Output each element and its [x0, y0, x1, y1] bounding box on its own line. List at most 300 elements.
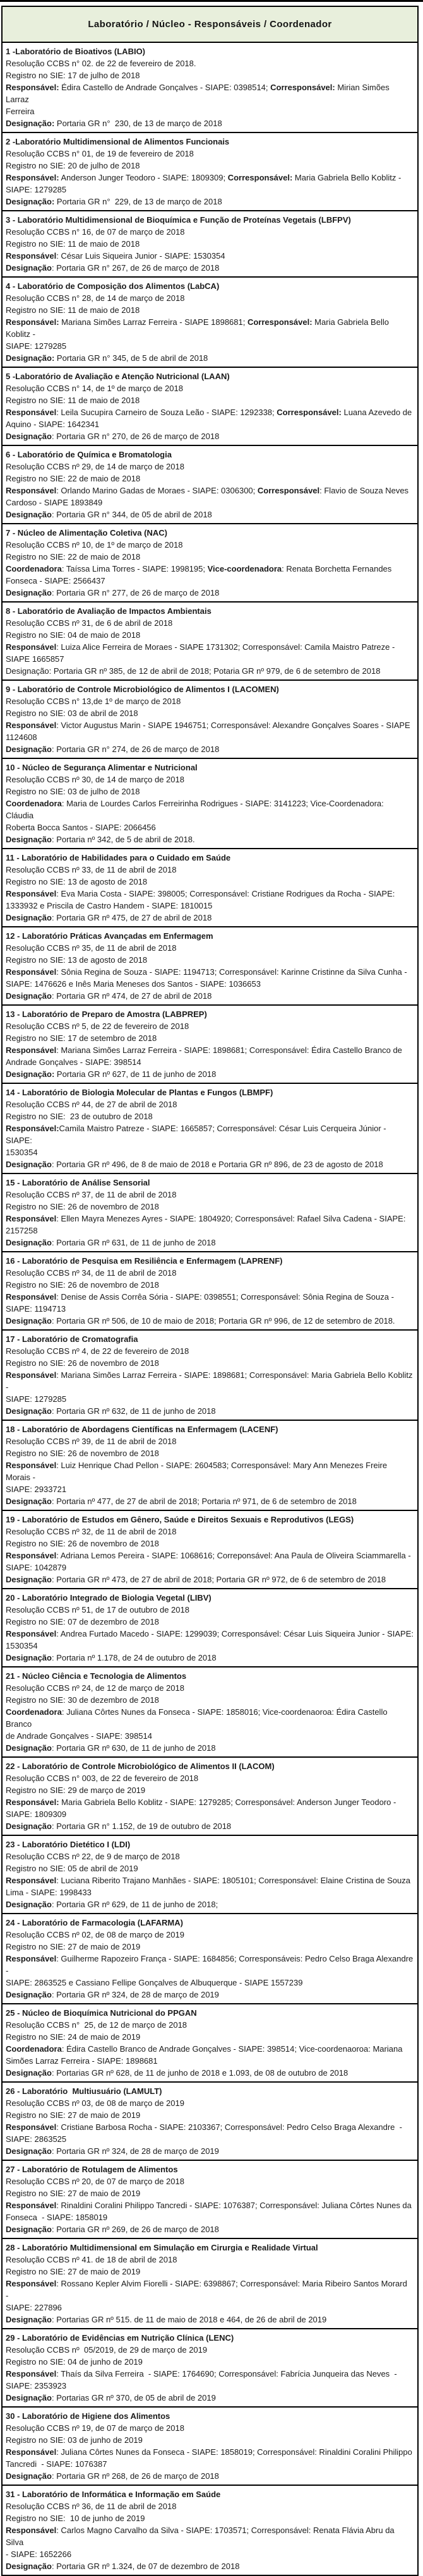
text-segment: Ferreira — [6, 107, 35, 116]
row-line — [6, 1526, 414, 1538]
text-segment: Aquino - SIAPE: 1642341 — [6, 420, 100, 429]
text-segment: Designação — [6, 2393, 52, 2403]
text-segment: 22 - Laboratório de Controle Microbiológico de Alimentos II (LACOM) — [6, 1761, 275, 1771]
row-line — [6, 1146, 414, 1158]
row-line — [6, 2524, 414, 2548]
row-line — [6, 2434, 414, 2446]
row-line — [6, 665, 414, 677]
text-segment: Resolução CCBS nº 05/2019, de 29 de março de 2019 — [6, 2345, 208, 2355]
text-segment: Registro no SIE: 10 de junho de 2019 — [6, 2514, 145, 2523]
text-segment: 24 - Laboratório de Farmacologia (LAFARMA) — [6, 1918, 183, 1927]
row-line — [6, 527, 414, 539]
text-segment: Designação: — [6, 119, 55, 128]
text-segment: : Flavio de Souza Neves — [319, 486, 409, 495]
text-segment: 1124608 — [6, 732, 37, 742]
text-segment: Portaria GR n° 230, de 13 de março de 2018 — [54, 119, 222, 128]
row-line — [6, 292, 414, 304]
table-row — [3, 1084, 417, 1174]
text-segment: Luana Azevedo de — [341, 408, 412, 417]
document-table — [1, 6, 419, 2576]
text-segment: Responsável — [6, 1876, 57, 1885]
text-segment: Resolução CCBS n° 28, de 14 de março de 2018 — [6, 293, 185, 303]
text-segment: Responsável: — [6, 83, 59, 92]
table-row — [3, 927, 417, 1006]
row-line — [6, 184, 414, 196]
text-segment: : Renata Borchetta Fernandes — [282, 564, 392, 573]
row-line — [6, 587, 414, 599]
row-line — [6, 900, 414, 912]
text-segment: : Portaria GR nº 1.324, de 07 de dezembro de 2018 — [51, 2561, 240, 2571]
row-line — [6, 2368, 414, 2380]
text-segment: Registro no SIE: 03 de julho de 2018 — [6, 787, 140, 796]
text-segment: Fonseca - SIAPE: 2566437 — [6, 576, 105, 585]
row-line — [6, 2446, 414, 2458]
table-row — [3, 2329, 417, 2408]
text-segment: Resolução CCBS n° 02. de 22 de fevereiro de 2018. — [6, 59, 196, 68]
row-line — [6, 262, 414, 274]
row-line — [6, 1796, 414, 1808]
table-row — [3, 603, 417, 681]
row-line — [6, 954, 414, 966]
row-line — [6, 1561, 414, 1573]
row-line — [6, 1237, 414, 1249]
text-segment: : Portaria GR nº 496, de 8 de maio de 2018 e Portaria GR nº 896, de 23 de agosto de 2018 — [51, 1160, 383, 1169]
text-segment: 1530354 — [6, 1148, 38, 1157]
row-line — [6, 1435, 414, 1447]
row-line — [6, 1020, 414, 1032]
text-segment: Responsável: — [6, 317, 59, 327]
text-segment: Designação — [6, 1743, 52, 1753]
row-line — [6, 1917, 414, 1929]
row-line — [6, 1098, 414, 1110]
text-segment: : Portaria GR n° 1.152, de 19 de outubro de 2018 — [51, 1821, 232, 1831]
page-title: Laboratório / Núcleo - Responsáveis / Coordenador — [88, 19, 332, 30]
text-segment: Responsável — [6, 1551, 57, 1560]
text-segment: Responsável: — [6, 1797, 59, 1807]
text-segment: Designação — [6, 1575, 52, 1584]
row-line — [6, 250, 414, 262]
row-line — [6, 1670, 414, 1682]
text-segment: SIAPE: 1809309 — [6, 1809, 67, 1819]
text-segment: Responsável — [6, 2447, 57, 2457]
text-segment: 15 - Laboratório de Análise Sensorial — [6, 1178, 150, 1187]
text-segment: Anderson Junger Teodoro - SIAPE: 1809309; — [59, 173, 228, 182]
text-segment: SIAPE: 1279285 — [6, 185, 67, 194]
text-segment: : Andrea Furtado Macedo - SIAPE: 1299039; Corresponsável: César Luis Siqueira Junior - SIAPE: — [56, 1629, 414, 1638]
text-segment: Registro no SIE: 27 de maio de 2019 — [6, 2267, 141, 2276]
text-segment: : Portaria GR nº 506, de 10 de maio de 2018; Portaria GR nº 996, de 12 de setembro de 2018. — [51, 1316, 395, 1326]
row-line — [6, 2344, 414, 2356]
row-line — [6, 930, 414, 942]
text-segment: : Victor Augustus Marin - SIAPE 1946751; Corresponsável: Alexandre Gonçalves Soares - SIAPE — [56, 720, 410, 730]
text-segment: 9 - Laboratório de Controle Microbiológico de Alimentos I (LACOMEN) — [6, 685, 279, 694]
row-line — [6, 695, 414, 707]
row-line — [6, 1459, 414, 1483]
row-line — [6, 2043, 414, 2055]
row-line — [6, 773, 414, 785]
row-line — [6, 57, 414, 69]
text-segment: Designação — [6, 2146, 52, 2156]
text-segment: 7 - Núcleo de Alimentação Coletiva (NAC) — [6, 528, 167, 538]
text-segment: 8 - Laboratório de Avaliação de Impactos Ambientais — [6, 606, 212, 616]
text-segment: Designação — [6, 2225, 52, 2234]
text-segment: 29 - Laboratório de Evidências em Nutrição Clínica (LENC) — [6, 2333, 234, 2343]
text-segment: Responsável — [6, 1045, 57, 1055]
table-row — [3, 446, 417, 524]
row-line — [6, 1345, 414, 1357]
row-line — [6, 978, 414, 990]
row-line — [6, 1592, 414, 1604]
text-segment: Registro no SIE: 13 de agosto de 2018 — [6, 877, 148, 886]
text-segment: Designação — [6, 913, 52, 922]
row-line — [6, 1760, 414, 1772]
row-line — [6, 797, 414, 821]
row-line — [6, 1213, 414, 1225]
text-segment: 4 - Laboratório de Composição dos Alimentos (LabCA) — [6, 281, 220, 291]
text-segment: SIAPE: 2863525 e Cassiano Fellipe Gonçalves de Albuquerque - SIAPE 1557239 — [6, 1978, 303, 1987]
row-line — [6, 1820, 414, 1832]
text-segment: : Portaria GR nº 629, de 11 de junho de 2018; — [51, 1900, 218, 1909]
row-line — [6, 1604, 414, 1616]
row-line — [6, 1898, 414, 1910]
table-header — [3, 7, 417, 43]
text-segment: 26 - Laboratório Multiusuário (LAMULT) — [6, 2086, 162, 2096]
text-segment: : Portaria GR nº 475, de 27 de abril de 2018 — [51, 913, 212, 922]
text-segment: 1 -Laboratório de Bioativos (LABIO) — [6, 47, 146, 56]
row-line — [6, 304, 414, 316]
row-line — [6, 1640, 414, 1652]
row-line — [6, 762, 414, 773]
text-segment: Designação: — [6, 197, 55, 206]
text-segment: Registro no SIE: 26 de novembro de 2018 — [6, 1202, 159, 1211]
table-row — [3, 2083, 417, 2161]
text-segment: Designação — [6, 1497, 52, 1506]
text-segment: Resolução CCBS nº 29, de 14 de março de 2018 — [6, 462, 184, 471]
text-segment: Resolução CCBS nº 30, de 14 de março de 2018 — [6, 775, 184, 784]
text-segment: de Andrade Gonçalves - SIAPE: 398514 — [6, 1731, 152, 1741]
row-line — [6, 743, 414, 755]
row-line — [6, 1291, 414, 1303]
text-segment: Responsável — [6, 1629, 57, 1638]
text-segment: : Portaria GR nº 324, de 28 de março de 2019 — [51, 2146, 219, 2156]
text-segment: Resolução CCBS n° 01, de 19 de fevereiro de 2018 — [6, 149, 194, 158]
page-top-border — [0, 0, 423, 2]
text-segment: Lima - SIAPE: 1998433 — [6, 1888, 92, 1897]
text-segment: 11 - Laboratório de Habilidades para o Cuidado em Saúde — [6, 853, 231, 862]
row-line — [6, 719, 414, 731]
text-segment: 12 - Laboratório Práticas Avançadas em Enfermagem — [6, 931, 213, 941]
text-segment: Portaria GR n° 229, de 13 de março de 2018 — [54, 197, 222, 206]
text-segment: 21 - Núcleo Ciência e Tecnologia de Alimentos — [6, 1671, 187, 1681]
text-segment: Registro no SIE: 22 de maio de 2018 — [6, 474, 141, 483]
text-segment: Designação — [6, 1238, 52, 1247]
row-line — [6, 280, 414, 292]
text-segment: Resolução CCBS nº 32, de 11 de abril de 2018 — [6, 1527, 177, 1536]
text-segment: Registro no SIE: 27 de maio de 2019 — [6, 1942, 141, 1951]
row-line — [6, 2055, 414, 2067]
text-segment: Resolução CCBS nº 4, de 22 de fevereiro de 2018 — [6, 1346, 189, 1356]
row-line — [6, 172, 414, 184]
text-segment: : Portaria GR n° 344, de 05 de abril de 2018 — [51, 510, 212, 519]
row-line — [6, 226, 414, 238]
text-segment: Resolução CCBS n° 25, de 12 de março de 2018 — [6, 2020, 188, 2030]
text-segment: : Portarias GR nº 515. de 11 de maio de 2018 e 464, de 26 de abril de 2019 — [51, 2315, 327, 2324]
text-segment: Registro no SIE: 24 de maio de 2019 — [6, 2032, 141, 2042]
row-line — [6, 1032, 414, 1044]
row-line — [6, 575, 414, 587]
text-segment: Designação — [6, 835, 52, 844]
text-segment: Registro no SIE: 20 de julho de 2018 — [6, 161, 140, 170]
row-line — [6, 2223, 414, 2235]
text-segment: Resolução CCBS nº 39, de 11 de abril de 2018 — [6, 1437, 177, 1446]
row-line — [6, 833, 414, 845]
row-line — [6, 2500, 414, 2512]
text-segment: Registro no SIE: 04 de maio de 2018 — [6, 630, 141, 640]
row-line — [6, 1177, 414, 1189]
text-segment: Responsável — [6, 408, 57, 417]
row-line — [6, 2175, 414, 2187]
text-segment: Registro no SIE: 22 de maio de 2018 — [6, 552, 141, 562]
table-row — [3, 1914, 417, 2004]
text-segment: Resolução CCBS nº 34, de 11 de abril de 2018 — [6, 1268, 177, 1278]
row-line — [6, 2332, 414, 2344]
text-segment: : Luciana Riberito Trajano Manhães - SIAPE: 1805101; Corresponsável: Elaine Cristina de Souza — [56, 1876, 410, 1885]
row-line — [6, 1495, 414, 1507]
text-segment: Responsável — [6, 1370, 57, 1380]
text-segment: 13 - Laboratório de Preparo de Amostra (LABPREP) — [6, 1009, 207, 1019]
text-segment: Resolução CCBS nº 19, de 07 de março de 2018 — [6, 2423, 184, 2433]
text-segment: Registro no SIE: 26 de novembro de 2018 — [6, 1539, 159, 1548]
text-segment: Registro no SIE: 26 de novembro de 2018 — [6, 1449, 159, 1458]
row-line — [6, 2254, 414, 2266]
row-line — [6, 1550, 414, 1561]
table-row — [3, 1006, 417, 1084]
row-line — [6, 1989, 414, 2001]
text-segment: Registro no SIE: 29 de março de 2019 — [6, 1785, 146, 1795]
table-row — [3, 759, 417, 849]
row-line — [6, 497, 414, 509]
row-line — [6, 509, 414, 520]
text-segment: : Portaria GR nº 631, de 11 de junho de 2018 — [51, 1238, 216, 1247]
text-segment: 10 - Núcleo de Segurança Alimentar e Nutricional — [6, 763, 198, 772]
row-line — [6, 1838, 414, 1850]
row-line — [6, 1423, 414, 1435]
text-segment: : Orlando Marino Gadas de Moraes - SIAPE: 0306300; — [56, 486, 258, 495]
text-segment: : Édira Castello Branco de Andrade Gonçalves - SIAPE: 398514; Vice-coordenaoroa: Mariana — [61, 2044, 403, 2054]
row-line — [6, 785, 414, 797]
table-row — [3, 2239, 417, 2329]
table-row — [3, 1252, 417, 1331]
text-segment: Designação: — [6, 353, 55, 363]
table-row — [3, 1667, 417, 1758]
text-segment: SIAPE: 1279285 — [6, 341, 67, 351]
row-line — [6, 1941, 414, 1953]
text-segment: Responsável — [6, 889, 57, 898]
row-line — [6, 1225, 414, 1237]
text-segment: Resolução CCBS nº 51, de 17 de outubro de 2018 — [6, 1605, 189, 1614]
row-line — [6, 2145, 414, 2157]
text-segment: Registro no SIE: 11 de maio de 2018 — [6, 396, 140, 405]
text-segment: : Maria de Lourdes Carlos Ferreirinha Rodrigues - SIAPE: 3141223; Vice-Coordenadora: Cláudia — [6, 799, 386, 820]
text-segment: Designação — [6, 991, 52, 1001]
text-segment: Roberta Bocca Santos - SIAPE: 2066456 — [6, 823, 156, 832]
text-segment: 3 - Laboratório Multidimensional de Bioquímica e Função de Proteínas Vegetais (LBFPV) — [6, 215, 351, 225]
row-line — [6, 629, 414, 641]
text-segment: : Luiz Henrique Chad Pellon - SIAPE: 2604583; Corresponsável: Mary Ann Menezes Freire Morais - — [6, 1461, 390, 1482]
row-line — [6, 1405, 414, 1417]
row-line — [6, 1315, 414, 1327]
text-segment: 30 - Laboratório de Higiene dos Alimentos — [6, 2411, 170, 2421]
text-segment: Designação — [6, 2068, 52, 2078]
row-line — [6, 430, 414, 442]
row-line — [6, 912, 414, 924]
text-segment: : Portaria GR nº 473, de 27 de abril de 2018; Portaria GR nº 972, de 6 de setembro de 2018 — [51, 1575, 386, 1584]
text-segment: 25 - Núcleo de Bioquímica Nutricional do PPGAN — [6, 2008, 197, 2018]
row-line — [6, 1122, 414, 1146]
text-segment: Designação — [6, 1160, 52, 1169]
text-segment: SIAPE: 1476626 e Inês Maria Meneses dos Santos - SIAPE: 1036653 — [6, 979, 261, 989]
row-line — [6, 821, 414, 833]
text-segment: : Adriana Lemos Pereira - SIAPE: 1068616; Correponsável: Ana Paula de Oliveira Sciammarella - — [56, 1551, 411, 1560]
table-row — [3, 211, 417, 278]
text-segment: Coordenadora — [6, 799, 62, 808]
text-segment: Resolução CCBS n° 003, de 22 de fevereiro de 2018 — [6, 1773, 199, 1783]
text-segment: Maria Gabriela Bello Koblitz - — [6, 317, 391, 339]
row-line — [6, 1538, 414, 1550]
row-line — [6, 461, 414, 473]
row-line — [6, 214, 414, 226]
text-segment: Responsável — [6, 486, 57, 495]
row-line — [6, 1447, 414, 1459]
text-segment: Designação — [6, 588, 52, 597]
row-line — [6, 1862, 414, 1874]
text-segment: Corresponsável: — [277, 408, 342, 417]
row-line — [6, 2187, 414, 2199]
text-segment: Resolução CCBS nº 31, de 6 de abril de 2018 — [6, 618, 173, 628]
row-line — [6, 2211, 414, 2223]
row-line — [6, 1874, 414, 1886]
text-segment: : Portaria GR nº 474, de 27 de abril de 2018 — [51, 991, 212, 1001]
text-segment: : Rinaldini Coralini Philippo Tancredi - SIAPE: 1076387; Corresponsável: Juliana Côrtes Nunes da — [56, 2201, 412, 2210]
text-segment: : Portaria GR n° 267, de 26 de março de 2018 — [51, 263, 220, 273]
text-segment: 31 - Laboratório de Informática e Informação em Saúde — [6, 2490, 221, 2499]
row-line — [6, 990, 414, 1002]
text-segment: Fonseca - SIAPE: 1858019 — [6, 2213, 108, 2222]
text-segment: : Portaria nº 342, de 5 de abril de 2018. — [51, 835, 195, 844]
table-row — [3, 43, 417, 133]
text-segment: Resolução CCBS nº 36, de 11 de abril de 2018 — [6, 2502, 177, 2511]
table-row — [3, 368, 417, 446]
row-line — [6, 966, 414, 978]
row-line — [6, 1158, 414, 1170]
row-line — [6, 942, 414, 954]
text-segment: : Portarias GR nº 628, de 11 de junho de 2018 e 1.093, de 08 de outubro de 2018 — [51, 2068, 349, 2078]
row-line — [6, 81, 414, 105]
text-segment: Responsável — [6, 2201, 57, 2210]
row-line — [6, 2019, 414, 2031]
text-segment: SIAPE 1665857 — [6, 654, 64, 664]
row-line — [6, 617, 414, 629]
row-line — [6, 683, 414, 695]
table-row — [3, 1421, 417, 1511]
rows — [3, 43, 417, 2575]
text-segment: Designação — [6, 1316, 52, 1326]
row-line — [6, 1369, 414, 1393]
text-segment: SIAPE: 2933721 — [6, 1485, 67, 1494]
row-line — [6, 2512, 414, 2524]
text-segment: Designação: — [6, 1069, 55, 1079]
text-segment: Responsável — [6, 2369, 57, 2379]
text-segment: : Mariana Simões Larraz Ferreira - SIAPE: 1898681; Corresponsável: Maria Gabriela Bello Koblitz - — [6, 1370, 415, 1392]
text-segment: Resolução CCBS nº 41. de 18 de abril de 2018 — [6, 2255, 177, 2264]
row-line — [6, 1044, 414, 1056]
text-segment: 16 - Laboratório de Pesquisa em Resiliência e Enfermagem (LAPRENF) — [6, 1256, 283, 1266]
text-segment: SIAPE: 1279285 — [6, 1394, 67, 1404]
row-line — [6, 1772, 414, 1784]
row-line — [6, 888, 414, 900]
row-line — [6, 1850, 414, 1862]
text-segment: Resolução CCBS nº 5, de 22 de fevereiro de 2018 — [6, 1021, 189, 1031]
row-line — [6, 1628, 414, 1640]
text-segment: Resolução CCBS nº 02, de 08 de março de 2019 — [6, 1930, 184, 1939]
text-segment: : Eva Maria Costa - SIAPE: 398005; Corresponsável: Cristiane Rodrigues da Rocha - SIAPE: — [56, 889, 395, 898]
text-segment: SIAPE: 2353923 — [6, 2381, 67, 2391]
text-segment: 28 - Laboratório Multidimensional em Simulação em Cirurgia e Realidade Virtual — [6, 2243, 318, 2252]
text-segment: 20 - Laboratório Integrado de Biologia Vegetal (LIBV) — [6, 1593, 212, 1603]
text-segment: : Portaria GR nº 632, de 11 de junho de 2018 — [51, 1406, 216, 1416]
text-segment: : Portaria nº 477, de 27 de abril de 2018; Portaria nº 971, de 6 de setembro de 2018 — [51, 1497, 357, 1506]
row-line — [6, 1056, 414, 1068]
text-segment: - SIAPE: 1652266 — [6, 2550, 72, 2559]
row-line — [6, 148, 414, 160]
text-segment: : Guilherme Rapozeiro França - SIAPE: 1684856; Corresponsáveis: Pedro Celso Braga Alexandre - — [6, 1954, 418, 1975]
text-segment: : Portaria GR nº 269, de 26 de março de 2018 — [51, 2225, 219, 2234]
text-segment: Resolução CCBS nº 20, de 07 de março de 2018 — [6, 2177, 184, 2186]
text-segment: Designação — [6, 744, 52, 754]
text-segment: Responsável — [6, 251, 57, 261]
text-segment: Responsável — [6, 642, 57, 652]
text-segment: : Portaria GR n° 277, de 26 de março de 2018 — [51, 588, 220, 597]
row-line — [6, 2548, 414, 2560]
row-line — [6, 2560, 414, 2572]
text-segment: Resolução CCBS nº 44, de 27 de abril de 2018 — [6, 1100, 177, 1109]
text-segment: Tancredi - SIAPE: 1076387 — [6, 2459, 107, 2469]
text-segment: : Mariana Simões Larraz Ferreira - SIAPE: 1898681; Corresponsável: Édira Castello Branco de — [56, 1045, 402, 1055]
row-line — [6, 641, 414, 653]
text-segment: 2 -Laboratório Multidimensional de Alimentos Funcionais — [6, 137, 230, 146]
text-segment: Designação — [6, 1821, 52, 1831]
text-segment: : Portaria nº 1.178, de 24 de outubro de 2018 — [51, 1653, 217, 1662]
text-segment: : Portaria GR n° 274, de 26 de março de 2018 — [51, 744, 220, 754]
text-segment: Resolução CCBS n° 14, de 1º de março de 2018 — [6, 384, 183, 393]
row-line — [6, 1808, 414, 1820]
row-line — [6, 2163, 414, 2175]
text-segment: 1530354 — [6, 1641, 38, 1650]
row-line — [6, 2314, 414, 2326]
row-line — [6, 2266, 414, 2278]
text-segment: Designação — [6, 2561, 52, 2571]
text-segment: Portaria GR n° 345, de 5 de abril de 2018 — [54, 353, 208, 363]
text-segment: Registro no SIE: 27 de maio de 2019 — [6, 2189, 141, 2198]
text-segment: Registro no SIE: 26 de novembro de 2018 — [6, 1280, 159, 1290]
text-segment: Mirian Simões Larraz — [6, 83, 392, 104]
text-segment: Registro no SIE: 03 de junho de 2019 — [6, 2435, 143, 2445]
text-segment: : Rossano Kepler Alvim Fiorelli - SIAPE: 6398867; Corresponsável: Maria Ribeiro Santos Morard - — [6, 2279, 412, 2300]
text-segment: Cardoso - SIAPE 1893849 — [6, 498, 103, 507]
text-segment: SIAPE: 1042879 — [6, 1563, 67, 1572]
text-segment: Responsável — [6, 1461, 57, 1470]
row-line — [6, 2422, 414, 2434]
